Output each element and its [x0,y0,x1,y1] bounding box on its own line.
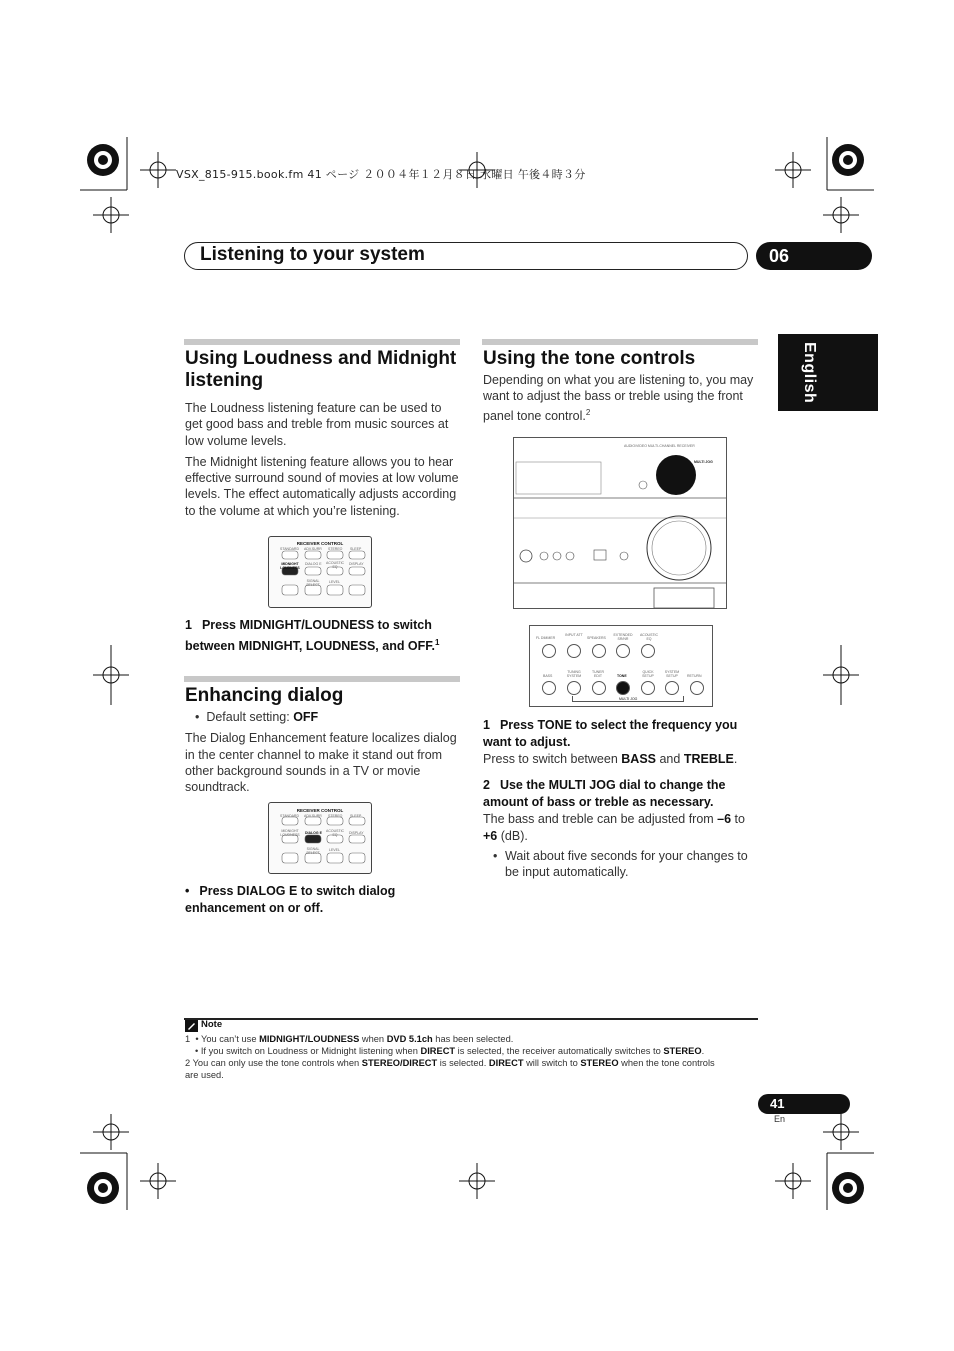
note-1b-pre: • If you switch on Loudness or Midnight listening when [195,1046,421,1056]
panel-row2-label-2: TUNER EDIT [591,670,605,678]
note-2-mid2: will switch to [523,1058,581,1068]
section-dialog [185,685,457,795]
bass-button [542,681,556,695]
remote2-label-r2-0: MIDNIGHT LOUDNESS [280,829,300,837]
dialog-default-value: OFF [293,710,319,724]
note-1a-b2: DVD 5.1ch [386,1034,433,1044]
tone-button [616,681,630,695]
note-2-b1: STEREO/DIRECT [361,1058,438,1068]
note-rule [184,1018,758,1020]
note-1a-post: has been selected. [432,1034,514,1044]
panel-row2-label-4: QUICK SETUP [642,670,654,678]
remote2-label-r2-3: DISPLAY [349,831,364,835]
remote-label-r3-1: SIGNAL SELECT [306,579,320,587]
remote-label-r2-2: ACOUSTIC EQ [326,561,345,569]
tone-footnote-ref: 2 [585,407,591,417]
note-2-b2: DIRECT [488,1058,524,1068]
page-language: En [774,1114,786,1124]
tone-step-2-sub-min: –6 [717,812,732,827]
note-1b-mid: is selected, the receiver automatically switches to [455,1046,664,1056]
loudness-paragraph-1: The Loudness listening feature can be used to get good bass and treble from music sources at low volume levels. [185,401,449,448]
panel-row1-label-4: ACOUSTIC EQ [639,633,659,641]
remote-header-label: RECEIVER CONTROL [296,541,344,546]
remote-illustration-dialog [268,802,372,874]
note-2-post: when the tone controls [618,1058,715,1068]
chapter-number: 06 [756,242,872,270]
dialog-default-setting: • Default setting: OFF [195,710,319,724]
note-1-number: 1 [185,1034,191,1044]
dialog-step [185,883,457,917]
tone-step-1-sub [483,751,755,767]
note-title: Note [201,1019,223,1030]
note-1b [195,1045,704,1057]
section-loudness [185,348,461,519]
remote-label-r1-2: STEREO [328,547,343,551]
note-2-continued: are used. [185,1070,224,1080]
note-2-mid: is selected. [437,1058,489,1068]
remote2-label-r1-2: STEREO [328,814,343,818]
note-pencil-icon [185,1020,198,1032]
tone-bullet-text: Wait about five seconds for your changes to be input automatically. [505,848,748,880]
note-2 [185,1057,715,1069]
section-tone [483,348,759,424]
remote2-label-r1-0: STANDARD [280,814,299,818]
system-setup-button [665,681,679,695]
note-1a [185,1033,513,1045]
tone-step-1-sub-pre: Press to switch between [483,752,622,766]
multi-jog-bracket-label: MULTI JOG [619,697,638,701]
section-rule-dialog [184,676,460,682]
tone-step-1-sub-post: . [733,752,738,766]
fl-dimmer-button [542,644,556,658]
tone-step-1-sub-mid: and [656,752,684,766]
tone-step-2 [483,777,755,811]
note-1b-b1: DIRECT [420,1046,456,1056]
panel-row2-label-3: TONE [617,674,627,678]
remote-label-highlight-dialog: DIALOG E [305,831,322,835]
speakers-button [592,644,606,658]
note-1a-pre: • You can’t use [195,1034,260,1044]
tone-step-1-sub-treble: TREBLE [683,752,734,766]
remote2-label-r1-3: SLEEP [350,814,362,818]
loudness-paragraph-2: The Midnight listening feature allows you to hear effective surround sound of movies at low volume levels. The effect automatically adjusts according to the volume at which you’re listening. [185,454,459,518]
remote-illustration-midnight [268,536,372,608]
header-title: Listening to your system [200,244,425,265]
extended-sr-button [616,644,630,658]
tone-paragraph-text: Depending on what you are listening to, you may want to adjust the bass or treble using the front panel tone control. [483,373,754,423]
remote-label-r1-1: ADV.SURR [304,547,322,551]
tone-step-2-sub-mid: to [731,812,745,827]
panel-row2-label-6: RETURN [687,674,702,678]
section-rule-tone [482,339,758,345]
panel-row2-label-0: BASS [543,674,553,678]
tone-bullet [483,848,755,881]
loudness-heading-line1: Using Loudness and Midnight [185,348,457,369]
tone-steps [483,717,755,880]
loudness-step-1 [185,617,457,655]
page-number: 41 [758,1094,850,1114]
return-button [690,681,704,695]
tone-step-2-text: Use the MULTI JOG dial to change the amount of bass or treble as necessary. [483,778,726,810]
tuning-system-button [567,681,581,695]
tone-step-2-sub-pre: The bass and treble can be adjusted from [483,812,718,827]
tone-step-1 [483,717,755,751]
remote-label-highlight-midnight: MIDNIGHT LOUDNESS [280,562,300,570]
input-att-button [567,644,581,658]
loudness-step-number: 1 [185,618,192,632]
tone-step-1-sub-bass: BASS [621,752,656,766]
receiver-brand-line: AUDIO/VIDEO MULTI-CHANNEL RECEIVER [624,444,695,448]
tuner-edit-button [592,681,606,695]
dialog-heading: Enhancing dialog [185,685,344,706]
note-1a-b1: MIDNIGHT/LOUDNESS [259,1034,360,1044]
remote-label-r1-0: STANDARD [280,547,299,551]
note-1a-mid: when [359,1034,387,1044]
dialog-paragraph-1: The Dialog Enhancement feature localizes dialog in the center channel to make it stand out from other background sounds in a TV or movie soundtrack. [185,731,457,795]
remote-header-label-2: RECEIVER CONTROL [296,808,344,813]
tone-step-1-text: Press TONE to select the frequency you want to adjust. [483,718,738,749]
tone-step-2-sub [483,811,755,844]
note-2-b3: STEREO [580,1058,619,1068]
panel-row2-label-5: SYSTEM SETUP [664,670,680,678]
remote-label-r1-3: SLEEP [350,547,362,551]
remote2-label-r2-2: ACOUSTIC EQ [326,829,345,837]
note-1b-b2: STEREO [663,1046,702,1056]
panel-row1-label-2: SPEAKERS [587,636,606,640]
panel-row1-label-1: INPUT ATT [565,633,583,637]
tone-paragraph-1 [483,372,759,424]
tone-button-panel-illustration [529,625,713,707]
note-1b-post: . [701,1046,705,1056]
remote-label-r2-1: DIALOG E [305,562,322,566]
receiver-front-panel-illustration [513,437,727,609]
panel-row2-label-1: TUNING SYSTEM [566,670,582,678]
remote2-label-r3-2: LEVEL [329,848,340,852]
tone-step-2-sub-max: +6 [483,828,498,843]
quick-setup-button [641,681,655,695]
tone-heading: Using the tone controls [483,348,696,369]
tone-bullet-mark: • [493,848,498,863]
note-2-pre: 2 You can only use the tone controls when [185,1058,362,1068]
dialog-step-bullet: • [185,884,190,898]
receiver-multi-jog-label: MULTI JOG [694,460,713,464]
panel-row1-label-0: FL DIMMER [536,636,556,640]
loudness-step-text: Press MIDNIGHT/LOUDNESS to switch between MIDNIGHT, LOUDNESS, and OFF. [185,618,436,654]
acoustic-eq-button [641,644,655,658]
remote-label-r2-3: DISPLAY [349,562,364,566]
tone-step-2-number: 2 [483,778,490,793]
panel-row1-label-3: EXTENDED SR/NR [613,633,633,641]
file-info-line: VSX_815-915.book.fm 41 ページ ２００４年１２月８日 水曜日 午後４時３分 [176,168,586,181]
section-rule-loudness [184,339,460,345]
tone-step-2-sub-post: (dB). [497,828,528,843]
dialog-default-label: Default setting: [206,710,294,724]
remote-label-r3-2: LEVEL [329,580,340,584]
loudness-heading-line2: listening [185,370,264,391]
loudness-step-footnote-ref: 1 [435,638,440,647]
language-tab [778,334,878,411]
dialog-step-text: Press DIALOG E to switch dialog enhancement on or off. [185,884,396,915]
remote2-label-r3-1: SIGNAL SELECT [306,847,320,855]
loudness-heading [185,348,461,392]
language-tab-label: English [801,342,818,404]
remote2-label-r1-1: ADV.SURR [304,814,322,818]
tone-step-1-number: 1 [483,718,490,732]
